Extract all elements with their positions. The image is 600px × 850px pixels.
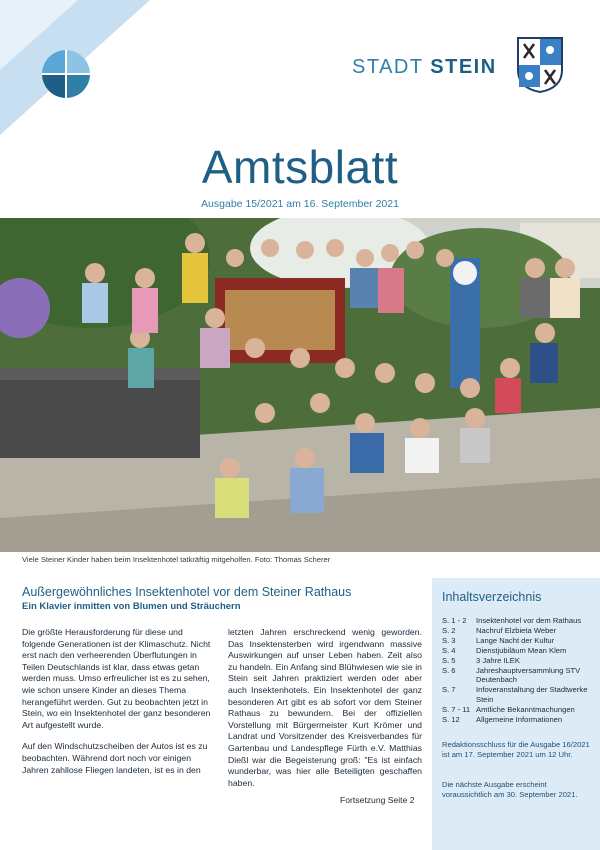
toc-item <box>442 656 598 666</box>
toc-page: S. 1 - 2 <box>442 616 467 625</box>
city-brand <box>352 56 497 79</box>
toc-page: S. 4 <box>442 645 456 655</box>
article-column-1 <box>22 627 218 786</box>
article-subheadline: Ein Klavier inmitten von Blumen und Sträuchern <box>22 601 241 612</box>
photo-caption: Viele Steiner Kinder haben beim Insektenhotel tatkräftig mitgeholfen. Foto: Thomas Scherer <box>22 555 331 564</box>
issue-date: Ausgabe 15/2021 am 16. September 2021 <box>201 198 399 210</box>
toc-entry: Lange Nacht der Kultur <box>476 635 555 645</box>
toc-item <box>442 646 598 656</box>
toc-page: S. 6 <box>442 665 456 675</box>
toc-item <box>442 626 598 636</box>
toc-item <box>442 715 598 725</box>
toc-entry: Nachruf Elzbieta Weber <box>476 625 557 635</box>
toc-list <box>442 616 598 725</box>
city-logo-icon <box>42 50 90 98</box>
editorial-deadline: Redaktionsschluss für die Ausgabe 16/2021 ist am 17. September 2021 um 12 Uhr. <box>442 740 590 759</box>
article-column-2 <box>228 627 422 799</box>
article-headline: Außergewöhnliches Insektenhotel vor dem Steiner Rathaus <box>22 585 352 599</box>
toc-entry: Amtliche Bekanntmachungen <box>476 705 575 715</box>
toc-title: Inhaltsverzeichnis <box>442 590 542 604</box>
article-paragraph: Die größte Herausforderung für diese und folgende Generationen ist der Klimaschutz. Nicht erst nach den verheerenden Überflutungen in Teilen Deutschlands ist klar, dass etwas getan werden muss. Umso erfreulicher ist es zu sehen, wie schon unsere Kinder an dieses Thema herangeführt werden. Gut zu beobachten jetzt in Stein, wo ein Insektenhotel der ganz besonderen Art aufgestellt wurde. <box>22 627 211 730</box>
toc-item <box>442 636 598 646</box>
toc-page: S. 7 - 11 <box>442 705 471 715</box>
group-photo <box>0 218 600 552</box>
toc-entry: Allgemeine Informationen <box>476 715 563 725</box>
toc-entry: Jahreshauptversammlung STV Deutenbach <box>476 665 581 685</box>
toc-page: S. 2 <box>442 625 456 635</box>
coat-of-arms-icon <box>516 36 564 94</box>
next-issue-note: Die nächste Ausgabe erscheint voraussichtlich am 30. September 2021. <box>442 780 578 799</box>
toc-entry: Dienstjubiläum Mean Klem <box>476 645 567 655</box>
brand-bold: STEIN <box>430 56 497 78</box>
toc-entry: 3 Jahre ILEK <box>476 655 520 665</box>
toc-item <box>442 705 598 715</box>
page-title: Amtsblatt <box>201 141 399 193</box>
table-of-contents <box>432 578 600 850</box>
toc-page: S. 3 <box>442 635 456 645</box>
toc-entry: Insektenhotel vor dem Rathaus <box>476 616 582 625</box>
continuation-note: Fortsetzung Seite 2 <box>340 795 415 805</box>
toc-item <box>442 685 598 705</box>
toc-page: S. 5 <box>442 655 456 665</box>
toc-item <box>442 666 598 686</box>
article-paragraph: Auf den Windschutzscheiben der Autos ist es zu beobachten. Während dort noch vor einigen Jahren zahllose Fliegen landeten, ist es in den <box>22 741 208 775</box>
toc-item <box>442 616 598 626</box>
toc-page: S. 7 <box>442 685 456 695</box>
corner-decoration <box>0 0 170 150</box>
brand-light: STADT <box>352 56 424 78</box>
article-paragraph: letzten Jahren erschreckend wenig geworden. Das Insektensterben wird irgendwann massive Auswirkungen auf unser Leben haben. Zeit also zu handeln. Ein Anfang sind Blühwiesen wie sie in Stein seit Jahren praktiziert werden oder aber auch Insektenhotels. Ein Insektenhotel der ganz besonderen Art gibt es ab sofort vor dem Steiner Rathaus zu bewundern. Bei der offiziellen Vorstellung mit Bürgermeister Kurt Krömer und Landrat und Vorsitzender des Kreisverbandes für Gartenbau und Landespflege Fürth e.V. Matthias Dießl war die Begeisterung groß: "Es ist einfach wunderbar, was hier alle Beteiligten geschaffen haben. <box>228 627 422 788</box>
toc-page: S. 12 <box>442 715 460 725</box>
toc-entry: Infoveranstaltung der Stadtwerke Stein <box>476 685 588 705</box>
